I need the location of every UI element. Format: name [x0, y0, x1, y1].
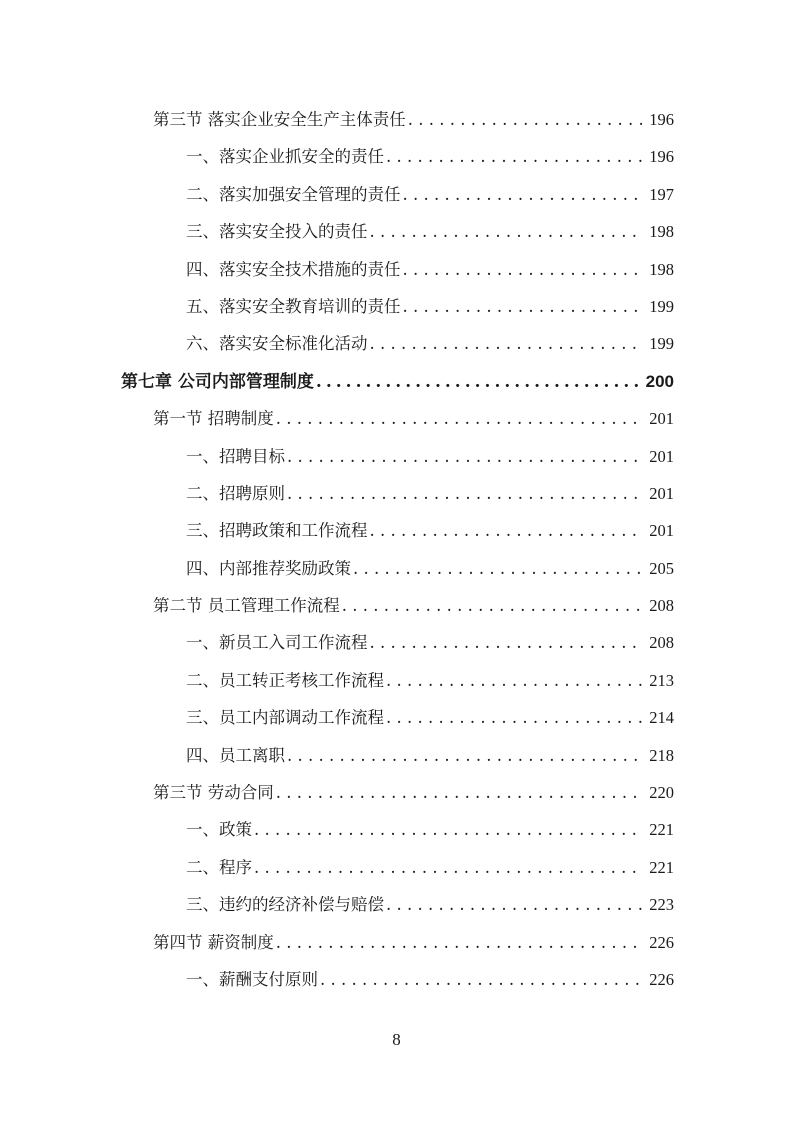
toc-entry-page: 201	[649, 409, 674, 429]
toc-entry-title: 二、招聘原则	[186, 483, 285, 503]
toc-entry-title: 三、员工内部调动工作流程	[186, 708, 384, 728]
toc-leader-dots	[316, 364, 642, 401]
toc-leader-dots	[370, 512, 643, 549]
toc-leader-dots	[403, 288, 643, 325]
toc-entry-item[interactable]	[0, 475, 793, 512]
toc-entry-title: 一、薪酬支付原则	[186, 969, 318, 989]
toc-entry-item[interactable]	[0, 176, 793, 213]
toc-entry-page: 226	[649, 932, 674, 952]
toc-entry-page: 196	[649, 110, 674, 129]
toc-entry-item[interactable]	[0, 251, 793, 288]
toc-entry-item[interactable]	[0, 550, 793, 587]
toc-entry-page: 201	[649, 483, 674, 503]
toc-entry-item[interactable]	[0, 849, 793, 886]
toc-entry-title: 第一节 招聘制度	[153, 409, 274, 429]
toc-leader-dots	[403, 176, 643, 213]
toc-entry-page: 198	[649, 222, 674, 242]
toc-leader-dots	[320, 961, 642, 998]
toc-entry-title: 第三节 劳动合同	[153, 783, 274, 803]
toc-entry-item[interactable]	[0, 138, 793, 175]
toc-entry-title: 三、违约的经济补偿与赔偿	[186, 895, 384, 915]
toc-entry-title: 四、内部推荐奖励政策	[186, 558, 351, 578]
toc-entry-item[interactable]	[0, 961, 793, 998]
toc-leader-dots	[342, 587, 642, 624]
toc-entry-section[interactable]	[0, 924, 793, 961]
toc-entry-title: 一、政策	[186, 820, 252, 840]
toc-entry-title: 二、员工转正考核工作流程	[186, 670, 384, 690]
toc-entry-item[interactable]	[0, 624, 793, 661]
toc-entry-title: 一、落实企业抓安全的责任	[186, 147, 384, 167]
toc-leader-dots	[276, 774, 642, 811]
toc-entry-item[interactable]	[0, 811, 793, 848]
toc-entry-section[interactable]	[0, 400, 793, 437]
toc-entry-item[interactable]	[0, 325, 793, 362]
toc-entry-page: 198	[649, 259, 674, 279]
toc-entry-title: 三、落实安全投入的责任	[186, 222, 368, 242]
toc-entry-page: 208	[649, 633, 674, 653]
toc-entry-title: 二、程序	[186, 857, 252, 877]
toc-entry-title: 二、落实加强安全管理的责任	[186, 184, 401, 204]
toc-leader-dots	[287, 475, 642, 512]
toc-entry-item[interactable]	[0, 699, 793, 736]
toc-leader-dots	[403, 251, 643, 288]
toc-entry-item[interactable]	[0, 737, 793, 774]
toc-entry-item[interactable]	[0, 438, 793, 475]
toc-entry-title: 第四节 薪资制度	[153, 932, 274, 952]
toc-entry-section[interactable]	[0, 587, 793, 624]
toc-entry-page: 218	[649, 745, 674, 765]
toc-entry-page: 223	[649, 895, 674, 915]
toc-entry-section[interactable]	[0, 101, 793, 138]
toc-entry-page: 199	[649, 296, 674, 316]
toc-leader-dots	[254, 849, 642, 886]
toc-entry-page: 199	[649, 334, 674, 354]
toc-leader-dots	[408, 101, 642, 138]
toc-entry-chapter[interactable]	[0, 363, 793, 400]
toc-entry-page: 197	[649, 184, 674, 204]
toc-entry-title: 第二节 员工管理工作流程	[153, 596, 340, 616]
toc-entry-item[interactable]	[0, 662, 793, 699]
toc-entry-title: 四、员工离职	[186, 745, 285, 765]
toc-entry-title: 一、招聘目标	[186, 446, 285, 466]
toc-entry-page: 221	[649, 857, 674, 877]
toc-leader-dots	[276, 924, 642, 961]
toc-entry-title: 六、落实安全标准化活动	[186, 334, 368, 354]
toc-leader-dots	[386, 138, 642, 175]
toc-entry-page: 208	[649, 596, 674, 616]
toc-leader-dots	[287, 438, 642, 475]
toc-entry-page: 213	[649, 670, 674, 690]
toc-leader-dots	[386, 699, 642, 736]
toc-entry-title: 四、落实安全技术措施的责任	[186, 259, 401, 279]
toc-entry-item[interactable]	[0, 213, 793, 250]
toc-entry-title: 第七章 公司内部管理制度	[121, 371, 314, 392]
toc-leader-dots	[370, 325, 643, 362]
toc-entry-page: 196	[649, 147, 674, 167]
toc-entry-page: 220	[649, 783, 674, 803]
toc-leader-dots	[254, 811, 642, 848]
toc-leader-dots	[287, 737, 642, 774]
toc-entry-page: 214	[649, 708, 674, 728]
toc-entry-item[interactable]	[0, 886, 793, 923]
toc-leader-dots	[386, 886, 642, 923]
toc-entry-item[interactable]	[0, 288, 793, 325]
toc-entry-page: 221	[649, 820, 674, 840]
table-of-contents	[0, 101, 793, 998]
page-number: 8	[392, 1030, 401, 1049]
toc-entry-page: 201	[649, 446, 674, 466]
toc-leader-dots	[370, 213, 643, 250]
toc-entry-item[interactable]	[0, 512, 793, 549]
toc-entry-section[interactable]	[0, 774, 793, 811]
toc-entry-page: 226	[649, 969, 674, 989]
toc-leader-dots	[386, 662, 642, 699]
toc-entry-title: 五、落实安全教育培训的责任	[186, 296, 401, 316]
toc-entry-page: 205	[649, 558, 674, 578]
toc-leader-dots	[276, 400, 642, 437]
toc-leader-dots	[370, 624, 643, 661]
toc-entry-title: 第三节 落实企业安全生产主体责任	[153, 110, 406, 129]
toc-entry-page: 200	[645, 371, 674, 391]
toc-entry-title: 一、新员工入司工作流程	[186, 633, 368, 653]
toc-entry-title: 三、招聘政策和工作流程	[186, 521, 368, 541]
toc-leader-dots	[353, 550, 642, 587]
toc-entry-page: 201	[649, 521, 674, 541]
